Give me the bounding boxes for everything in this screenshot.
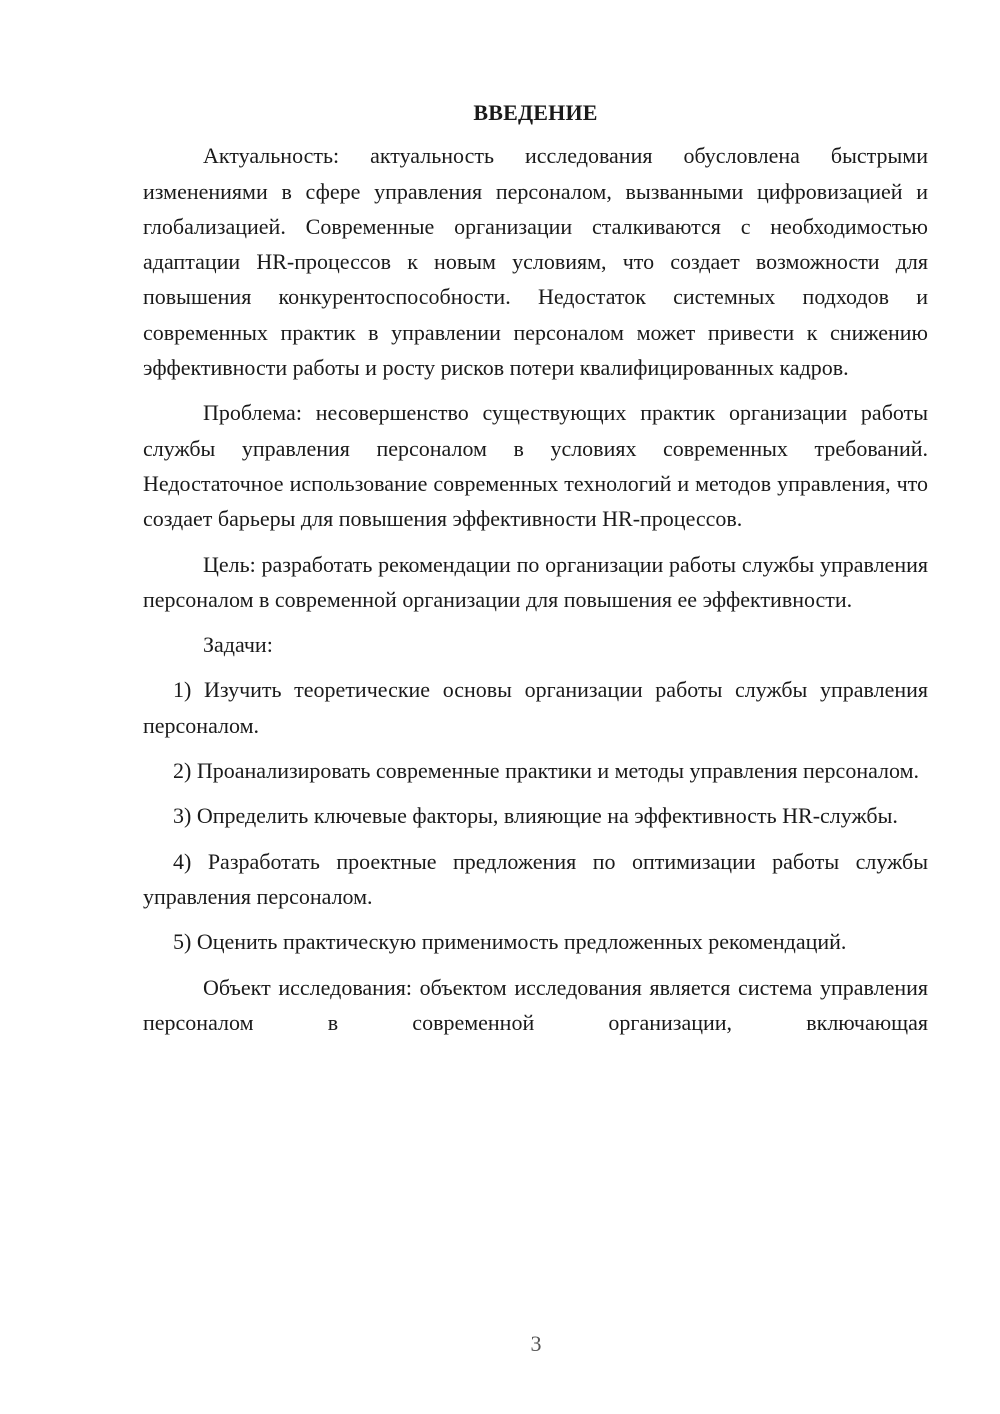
- relevance-paragraph: Актуальность: актуальность исследования обусловлена быстрыми изменениями в сфере управления персоналом, вызванными цифровизацией и глобализацией. Современные организации сталкиваются с необходимостью адаптации HR-процессов к новым условиям, что создает возможности для повышения конкурентоспособности. Недостаток системных подходов и современных практик в управлении персоналом может привести к снижению эффективности работы и росту рисков потери квалифицированных кадров.: [143, 143, 928, 381]
- page-content: [143, 95, 928, 1040]
- task-item: 5) Оценить практическую применимость предложенных рекомендаций.: [173, 929, 847, 955]
- page-number: 3: [530, 1331, 542, 1356]
- task-item: 1) Изучить теоретические основы организации работы службы управления персоналом.: [143, 677, 928, 738]
- task-item: 4) Разработать проектные предложения по оптимизации работы службы управления персоналом.: [143, 848, 928, 909]
- task-item: 2) Проанализировать современные практики и методы управления персоналом.: [173, 758, 920, 784]
- task-item: 3) Определить ключевые факторы, влияющие на эффективность HR-службы.: [173, 803, 898, 829]
- goal-paragraph: Цель: разработать рекомендации по организации работы службы управления персоналом в современной организации для повышения ее эффективности.: [143, 551, 928, 612]
- tasks-heading: Задачи:: [203, 632, 273, 658]
- problem-paragraph: Проблема: несовершенство существующих практик организации работы службы управления персоналом в условиях современных требований. Недостаточное использование современных технологий и методов управления, что создает барьеры для повышения эффективности HR-процессов.: [143, 400, 928, 532]
- object-paragraph: Объект исследования: объектом исследования является система управления персоналом в современной организации, включающая: [143, 974, 928, 1035]
- section-title: ВВЕДЕНИЕ: [473, 100, 598, 125]
- tasks-list: [143, 672, 928, 959]
